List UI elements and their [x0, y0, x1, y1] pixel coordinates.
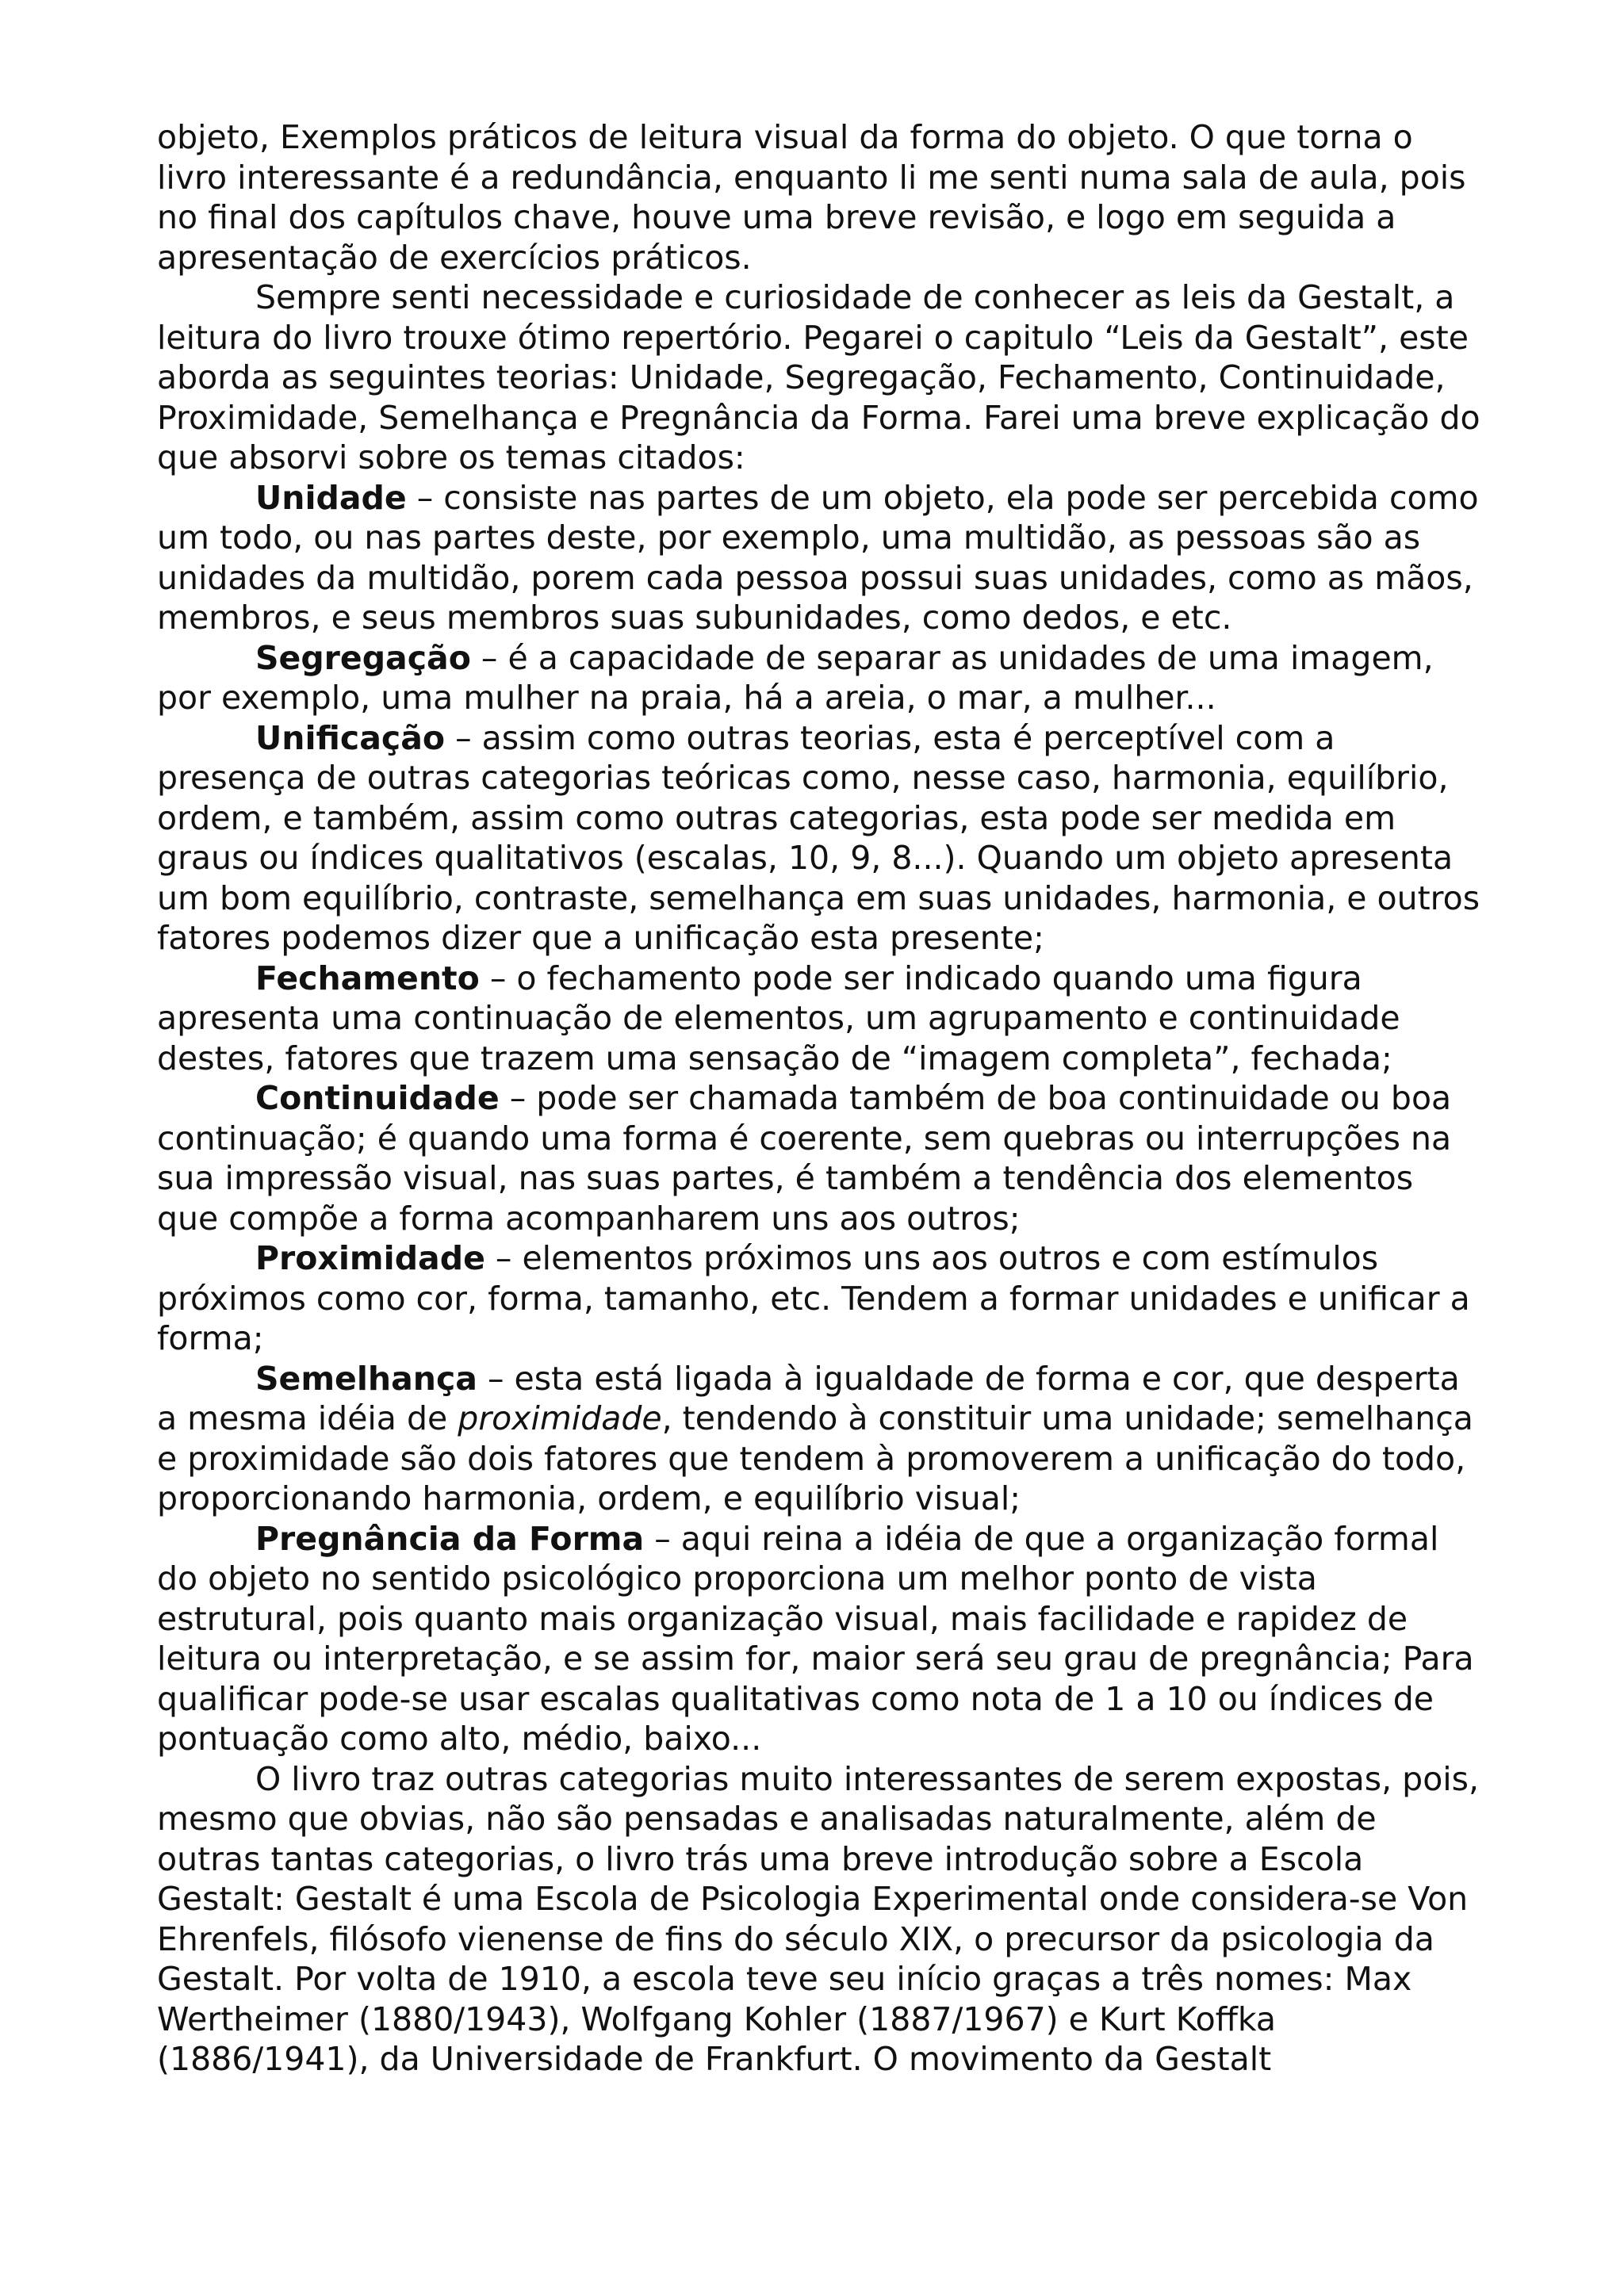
- paragraph: [157, 718, 1481, 959]
- body-text: – consiste nas partes de um objeto, ela pode ser percebida como um todo, ou nas partes deste, por exemplo, uma multidão, as pessoas são as unidades da multidão, porem cada pessoa possui suas unidades, como as mãos, membros, e seus membros suas subunidades, como dedos, e etc.: [157, 478, 1479, 637]
- body-text: – o fechamento pode ser indicado quando uma figura apresenta uma continuação de elementos, um agrupamento e continuidade destes, fatores que trazem uma sensação de “imagem completa”, fechada;: [157, 959, 1400, 1077]
- body-text: O livro traz outras categorias muito interessantes de serem expostas, pois, mesmo que obvias, não são pensadas e analisadas naturalmente, além de outras tantas categorias, o livro trás uma breve introdução sobre a Escola Gestalt: Gestalt é uma Escola de Psicologia Experimental onde considera-se Von Ehrenfels, filósofo vienense de fins do século XIX, o precursor da psicologia da Gestalt. Por volta de 1910, a escola teve seu início graças a três nomes: Max Wertheimer (1880/1943), Wolfgang Kohler (1887/1967) e Kurt Koffka (1886/1941), da Universidade de Frankfurt. O movimento da Gestalt: [157, 1759, 1480, 2078]
- term-heading: Proximidade: [255, 1239, 485, 1277]
- paragraph: [157, 638, 1481, 718]
- body-text: – assim como outras teorias, esta é perceptível com a presença de outras categorias teóricas como, nesse caso, harmonia, equilíbrio, ordem, e também, assim como outras categorias, esta pode ser medida em graus ou índices qualitativos (escalas, 10, 9, 8...). Quando um objeto apresenta um bom equilíbrio, contraste, semelhança em suas unidades, harmonia, e outros fatores podemos dizer que a unificação esta presente;: [157, 718, 1480, 957]
- body-text: – é a capacidade de separar as unidades de uma imagem, por exemplo, uma mulher na praia, há a areia, o mar, a mulher...: [157, 638, 1434, 717]
- document-page: [157, 117, 1481, 2080]
- paragraph: [157, 1519, 1481, 1759]
- paragraph: [157, 478, 1481, 638]
- body-text: objeto, Exemplos práticos de leitura visual da forma do objeto. O que torna o livro interessante é a redundância, enquanto li me senti numa sala de aula, pois no final dos capítulos chave, houve uma breve revisão, e logo em seguida a apresentação de exercícios práticos.: [157, 118, 1466, 277]
- body-text: – aqui reina a idéia de que a organização formal do objeto no sentido psicológico proporciona um melhor ponto de vista estrutural, pois quanto mais organização visual, mais facilidade e rapidez de leitura ou interpretação, e se assim for, maior será seu grau de pregnância; Para qualificar pode-se usar escalas qualitativas como nota de 1 a 10 ou índices de pontuação como alto, médio, baixo...: [157, 1519, 1474, 1758]
- term-heading: Semelhança: [255, 1359, 477, 1398]
- paragraph: [157, 1359, 1481, 1519]
- term-heading: Pregnância da Forma: [255, 1519, 645, 1558]
- paragraph: [157, 1759, 1481, 2080]
- body-text: Sempre senti necessidade e curiosidade de conhecer as leis da Gestalt, a leitura do livro trouxe ótimo repertório. Pegarei o capitulo “Leis da Gestalt”, este aborda as seguintes teorias: Unidade, Segregação, Fechamento, Continuidade, Proximidade, Semelhança e Pregnância da Forma. Farei uma breve explicação do que absorvi sobre os temas citados:: [157, 278, 1480, 476]
- emphasis-text: proximidade: [458, 1399, 662, 1437]
- body-text: – pode ser chamada também de boa continuidade ou boa continuação; é quando uma forma é coerente, sem quebras ou interrupções na sua impressão visual, nas suas partes, é também a tendência dos elementos que compõe a forma acompanharem uns aos outros;: [157, 1079, 1452, 1238]
- paragraph: [157, 1078, 1481, 1238]
- body-text: , tendendo à constituir uma unidade; semelhança e proximidade são dois fatores que tendem à promoverem a unificação do todo, proporcionando harmonia, ordem, e equilíbrio visual;: [157, 1399, 1473, 1517]
- term-heading: Unificação: [255, 718, 446, 757]
- term-heading: Continuidade: [255, 1079, 500, 1117]
- body-text: – esta está ligada à igualdade de forma e cor, que desperta a mesma idéia de: [157, 1359, 1460, 1437]
- paragraph: [157, 1238, 1481, 1359]
- term-heading: Unidade: [255, 478, 407, 517]
- term-heading: Fechamento: [255, 959, 480, 997]
- term-heading: Segregação: [255, 638, 471, 677]
- paragraph: [157, 117, 1481, 277]
- paragraph: [157, 959, 1481, 1079]
- paragraph: [157, 277, 1481, 478]
- body-text: – elementos próximos uns aos outros e com estímulos próximos como cor, forma, tamanho, etc. Tendem a formar unidades e unificar a forma;: [157, 1239, 1470, 1357]
